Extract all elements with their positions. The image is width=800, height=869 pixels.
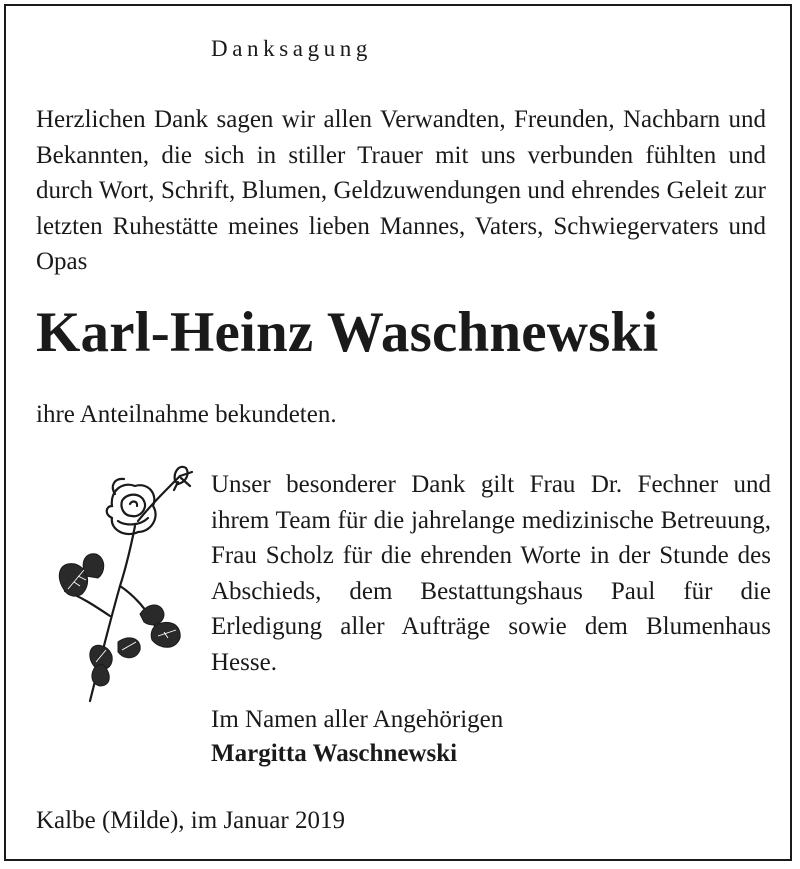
intro-text: Herzlichen Dank sagen wir allen Verwandten, Freunden, Nachbarn und Bekannten, die sich in stiller Trauer mit uns verbunden fühlten und durch Wort, Schrift, Blumen, Geldzuwendungen und ehrendes Geleit zur letzten Ruhestätte meines lieben Mannes, Vaters, Schwiegervaters und Opas — [36, 106, 766, 275]
obituary-notice — [4, 4, 792, 861]
deceased-name: Karl-Heinz Waschnewski — [36, 301, 659, 364]
notice-heading: Danksagung — [211, 36, 372, 61]
condolence-line: ihre Anteilnahme bekundeten. — [36, 401, 337, 428]
signer-name: Margitta Waschnewski — [211, 740, 458, 767]
rose-illustration-icon — [40, 446, 210, 706]
place-date: Kalbe (Milde), im Januar 2019 — [36, 807, 345, 834]
intro-paragraph — [36, 102, 766, 280]
special-thanks-paragraph: Unser besonderer Dank gilt Frau Dr. Fechner und ihrem Team für die jahrelange medizinische Betreuung, Frau Scholz für die ehrenden Worte in der Stunde des Abschieds, dem Bestattungshaus Paul für die Erledigung aller Aufträge sowie dem Blumenhaus Hesse. — [211, 471, 771, 676]
signature-line: Im Namen aller Angehörigen — [211, 706, 504, 733]
